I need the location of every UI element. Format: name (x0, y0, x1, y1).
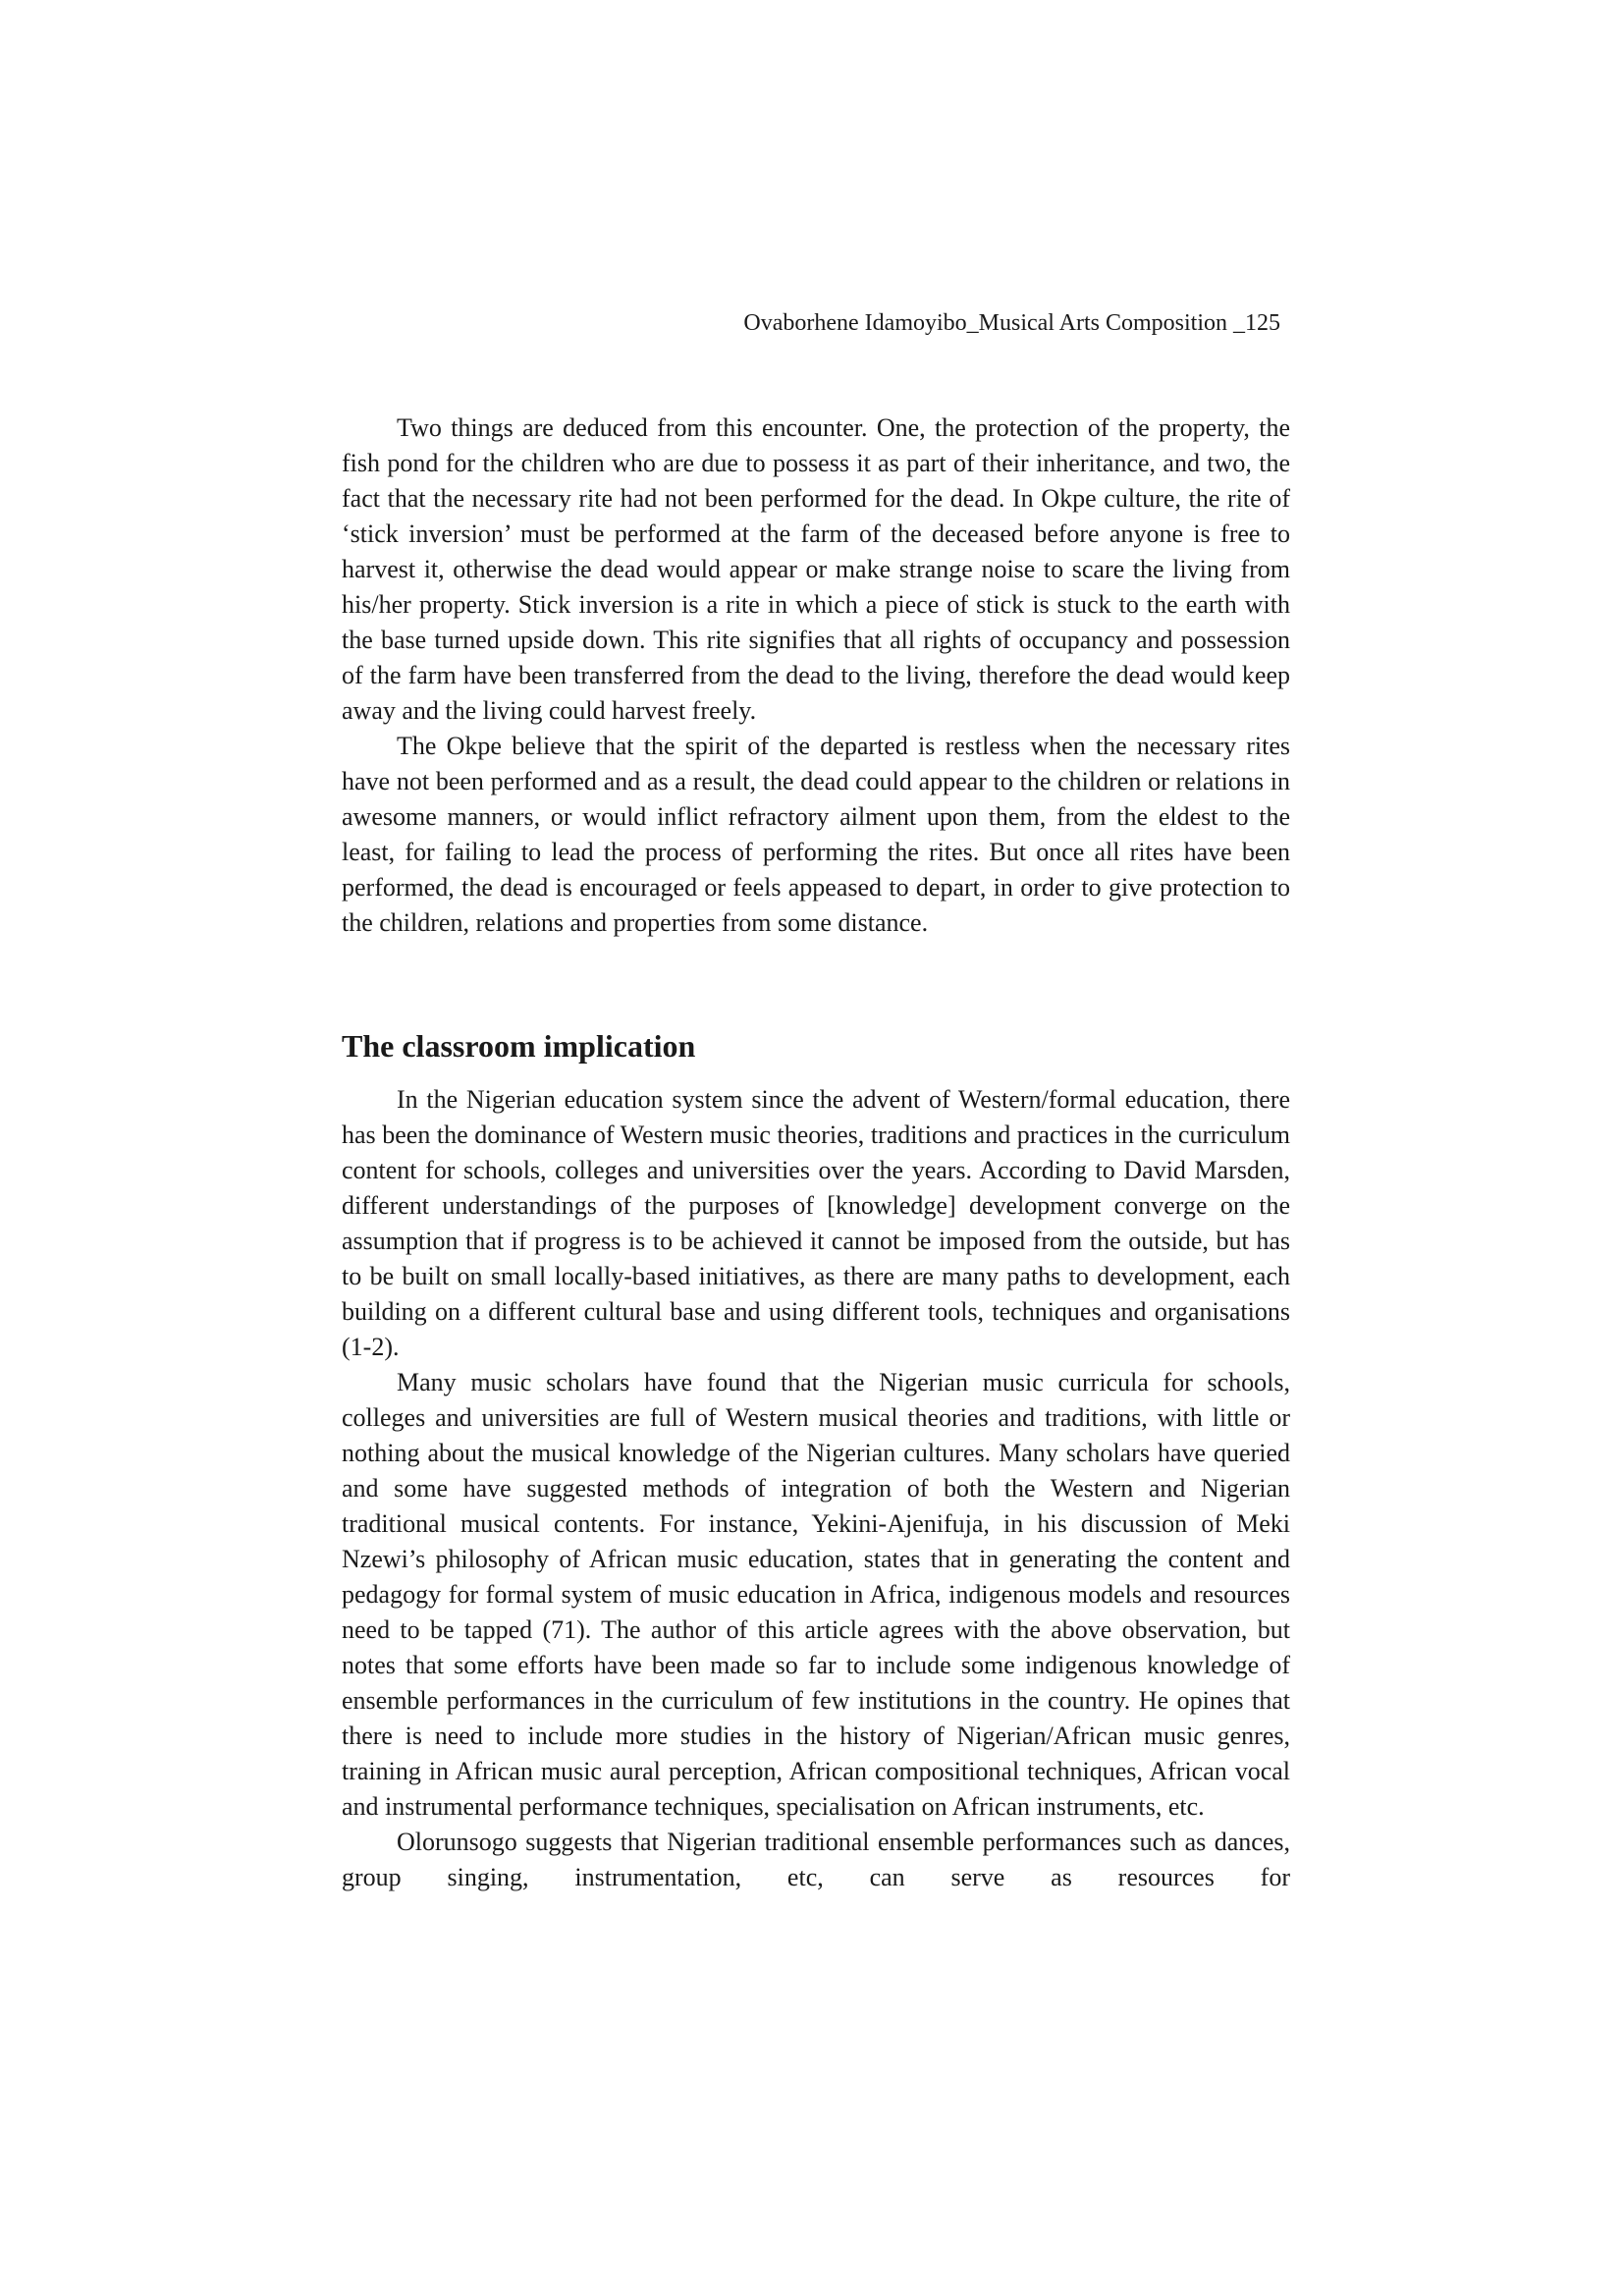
body-paragraph: The Okpe believe that the spirit of the departed is restless when the necessary rites have not been performed and as a result, the dead could appear to the children or relations in awesome manners, or would inflict refractory ailment upon them, from the eldest to the least, for failing to lead the process of performing the rites. But once all rites have been performed, the dead is encouraged or feels appeased to depart, in order to give protection to the children, relations and properties from some distance. (342, 732, 1290, 937)
body-paragraph: Olorunsogo suggests that Nigerian traditional ensemble performances such as dances, group singing, instrumentation, etc, can serve as resources for (342, 1828, 1290, 1891)
section-one-body (342, 410, 1290, 941)
running-head: Ovaborhene Idamoyibo_Musical Arts Composition _125 (743, 310, 1280, 336)
body-paragraph: In the Nigerian education system since the advent of Western/formal education, there has been the dominance of Western music theories, traditions and practices in the curriculum content for schools, colleges and universities over the years. According to David Marsden, different understandings of the purposes of [knowledge] development converge on the assumption that if progress is to be achieved it cannot be imposed from the outside, but has to be built on small locally-based initiatives, as there are many paths to development, each building on a different cultural base and using different tools, techniques and organisations (1-2). (342, 1085, 1290, 1361)
section-heading: The classroom implication (342, 1028, 696, 1064)
body-paragraph: Many music scholars have found that the Nigerian music curricula for schools, colleges and universities are full of Western musical theories and traditions, with little or nothing about the musical knowledge of the Nigerian cultures. Many scholars have queried and some have suggested methods of integration of both the Western and Nigerian traditional musical contents. For instance, Yekini-Ajenifuja, in his discussion of Meki Nzewi’s philosophy of African music education, states that in generating the content and pedagogy for formal system of music education in Africa, indigenous models and resources need to be tapped (71). The author of this article agrees with the above observation, but notes that some efforts have been made so far to include some indigenous knowledge of ensemble performances in the curriculum of few institutions in the country. He opines that there is need to include more studies in the history of Nigerian/African music genres, training in African music aural perception, African compositional techniques, African vocal and instrumental performance techniques, specialisation on African instruments, etc. (342, 1368, 1290, 1821)
section-two-body (342, 1082, 1290, 1895)
body-paragraph: Two things are deduced from this encounter. One, the protection of the property, the fish pond for the children who are due to possess it as part of their inheritance, and two, the fact that the necessary rite had not been performed for the dead. In Okpe culture, the rite of ‘stick inversion’ must be performed at the farm of the deceased before anyone is free to harvest it, otherwise the dead would appear or make strange noise to scare the living from his/her property. Stick inversion is a rite in which a piece of stick is stuck to the earth with the base turned upside down. This rite signifies that all rights of occupancy and possession of the farm have been transferred from the dead to the living, therefore the dead would keep away and the living could harvest freely. (342, 413, 1290, 725)
